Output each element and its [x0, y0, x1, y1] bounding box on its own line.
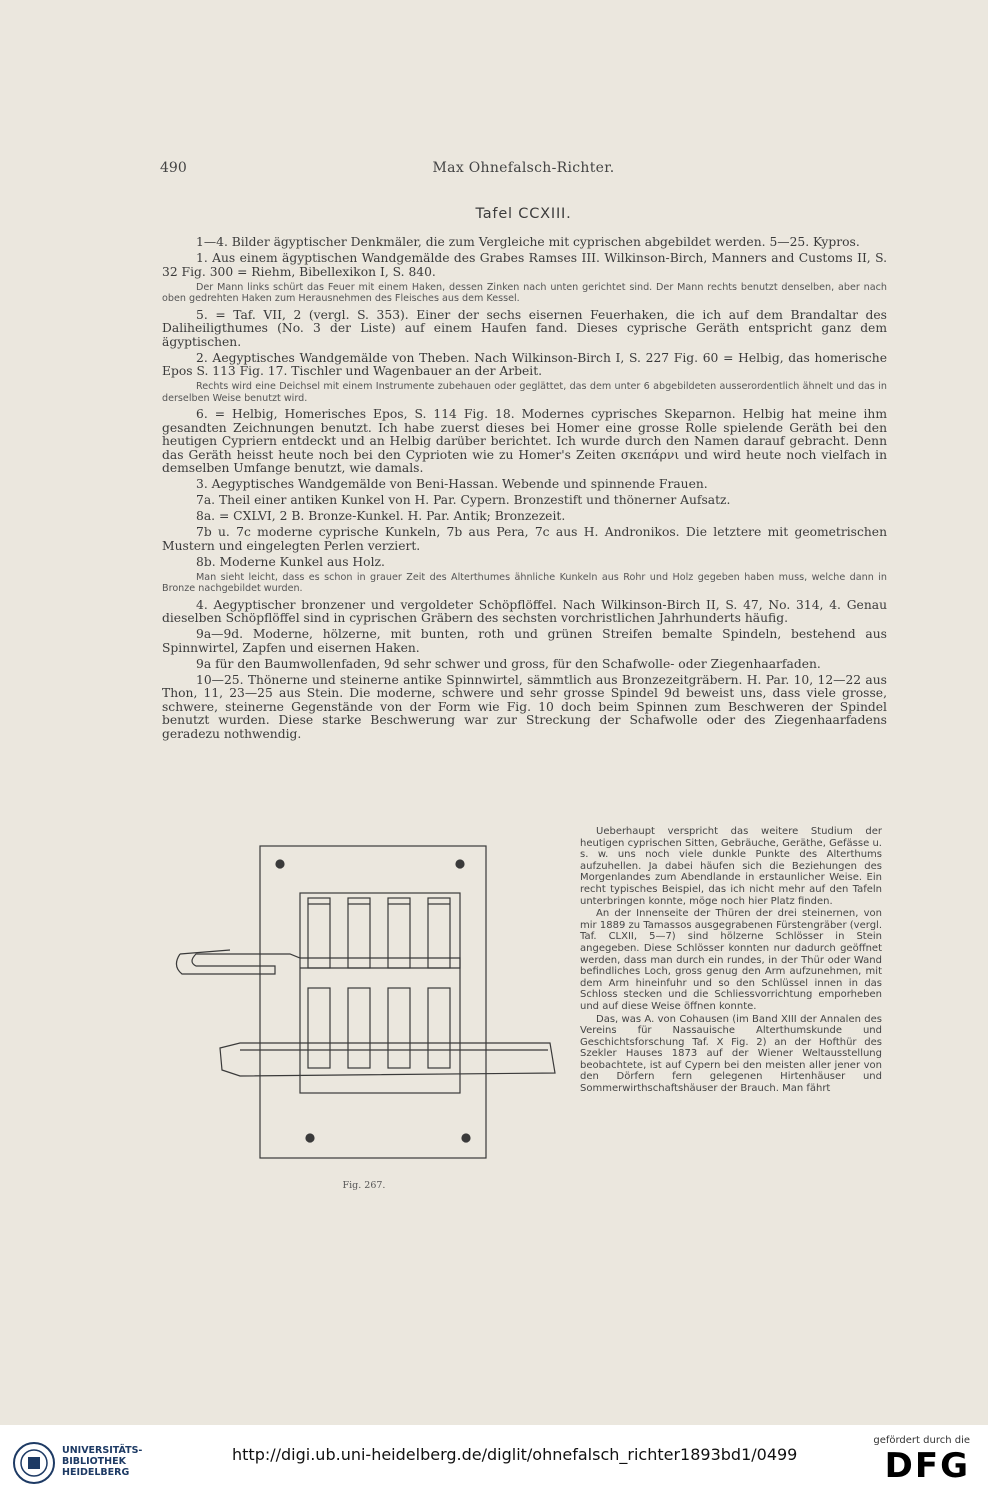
lock-housing	[300, 893, 460, 1093]
main-text	[162, 236, 887, 744]
entry-paragraph: 1—4. Bilder ägyptischer Denkmäler, die zum Vergleiche mit cyprischen abgebildet werden. 5—25. Kypros.	[196, 235, 860, 249]
key-shape	[176, 954, 460, 974]
screw-icon	[456, 860, 464, 868]
entry-paragraph: 5. = Taf. VII, 2 (vergl. S. 353). Einer der sechs eisernen Feuerhaken, die ich auf dem Brandaltar des Daliheiligthumes (No. 3 der Liste) auf einem Haufen fand. Dieses cyprische Geräth entspricht ganz dem ägyptischen.	[162, 307, 887, 349]
footer-bar	[0, 1425, 988, 1502]
library-name: UNIVERSITÄTS- BIBLIOTHEK HEIDELBERG	[62, 1445, 143, 1478]
plate-title: Tafel CCXIII.	[475, 206, 572, 222]
entry-paragraph: 2. Aegyptisches Wandgemälde von Theben. Nach Wilkinson-Birch I, S. 227 Fig. 60 = Helbig, das homerische Epos S. 113 Fig. 17. Tischler und Wagenbauer an der Arbeit.	[162, 350, 887, 378]
dfg-logo[interactable]	[860, 1435, 970, 1486]
figure-caption: Fig. 267.	[342, 1180, 386, 1191]
entry-paragraph: 3. Aegyptisches Wandgemälde von Beni-Hassan. Webende und spinnende Frauen.	[196, 477, 708, 491]
library-logo[interactable]	[12, 1441, 152, 1491]
screw-icon	[462, 1134, 470, 1142]
dfg-wordmark: DFG	[884, 1446, 970, 1486]
library-seal-icon	[12, 1441, 56, 1485]
entry-paragraph: 8b. Moderne Kunkel aus Holz.	[196, 554, 385, 569]
running-title: Max Ohnefalsch-Richter.	[432, 160, 615, 176]
note-paragraph: Man sieht leicht, dass es schon in grauer Zeit des Alterthumes ähnliche Kunkeln aus Rohr und Holz gegeben haben muss, welche dann in Bronze nachgebildet wurden.	[162, 571, 887, 594]
page-number: 490	[160, 160, 187, 176]
entry-paragraph: 7a. Theil einer antiken Kunkel von H. Par. Cypern. Bronzestift und thönerner Aufsatz.	[196, 493, 731, 507]
entry-paragraph: 1. Aus einem ägyptischen Wandgemälde des Grabes Ramses III. Wilkinson-Birch, Manners and Customs II, S. 32 Fig. 300 = Riehm, Bibellexikon I, S. 840.	[162, 251, 887, 279]
screw-icon	[276, 860, 284, 868]
entry-paragraph: 10—25. Thönerne und steinerne antike Spinnwirtel, sämmtlich aus Bronzezeitgräbern. H. Par. 10, 12—22 aus Thon, 11, 23—25 aus Stein. Die moderne, schwere und sehr grosse Spindel 9d beweist uns, dass viele grosse, schwere, steinerne Gegenstände von der Form wie Fig. 10 doch beim Spinnen zum Beschweren der Spindel benutzt wurden. Diese starke Beschwerung war zur Streckung der Schafwolle oder des Ziegenhaarfadens geradezu nothwendig.	[162, 672, 887, 741]
side-paragraph: Das, was A. von Cohausen (im Band XIII der Annalen des Vereins für Nassauische Alterthumskunde und Geschichtsforschung Taf. X Fig. 2) an der Hofthür des Szekler Hauses 1873 auf der Wiener Weltausstellung beobachtete, ist auf Cypern bei den meisten aller jener von den Dörfern fern gelegenen Hirtenhäuser und Sommerwirthschaftshäuser der Brauch. Man fährt	[580, 1013, 882, 1095]
side-column-text	[580, 826, 882, 1096]
screw-icon	[306, 1134, 314, 1142]
funded-by-label: gefördert durch die	[873, 1435, 970, 1446]
side-paragraph: An der Innenseite der Thüren der drei steinernen, von mir 1889 zu Tamassos ausgegrabenen Fürstengräber (vergl. Taf. CLXII, 5—7) sind hölzerne Schlösser in Stein angegeben. Diese Schlösser konnten nur dadurch geöffnet werden, dass man durch ein rundes, in der Thür oder Wand befindliches Loch, gross genug den Arm aufzunehmen, mit dem Arm hineinfuhr und so den Schlüssel innen in das Schloss stecken und die Schliessvorrichtung emporheben und auf diese Weise öffnen konnte.	[580, 908, 882, 1012]
permalink-url[interactable]: http://digi.ub.uni-heidelberg.de/diglit/ohnefalsch_richter1893bd1/0499	[232, 1445, 798, 1464]
entry-paragraph: 9a für den Baumwollenfaden, 9d sehr schwer und gross, für den Schafwolle- oder Ziegenhaarfaden.	[196, 656, 821, 671]
figure-wooden-lock	[170, 838, 558, 1173]
note-paragraph: Der Mann links schürt das Feuer mit einem Haken, dessen Zinken nach unten gerichtet sind. Der Mann rechts benutzt denselben, aber nach oben gedrehten Haken zum Herausnehmen des Fleisches aus dem Kessel.	[162, 281, 887, 304]
entry-paragraph: 4. Aegyptischer bronzener und vergoldeter Schöpflöffel. Nach Wilkinson-Birch II, S. 47, No. 314, 4. Genau dieselben Schöpflöffel sind in cyprischen Gräbern des sechsten vorchristlichen Jahrhunderts häufig.	[162, 597, 887, 625]
entry-paragraph: 8a. = CXLVI, 2 B. Bronze-Kunkel. H. Par. Antik; Bronzezeit.	[196, 509, 566, 523]
entry-paragraph: 6. = Helbig, Homerisches Epos, S. 114 Fig. 18. Modernes cyprisches Skeparnon. Helbig hat meine ihm gesandten Zeichnungen benutzt. Ich habe zuerst dieses bei Homer eine grosse Rolle spielende Geräth bei den heutigen Cypriern entdeckt und an Helbig darüber berichtet. Ich wurde durch den Namen darauf gebracht. Denn das Geräth heisst heute noch bei den Cyprioten wie zu Homer's Zeiten σκεπάρνι und wird heute noch vielfach in demselben Umfange benutzt, wie damals.	[162, 407, 887, 475]
entry-paragraph: 9a—9d. Moderne, hölzerne, mit bunten, roth und grünen Streifen bemalte Spindeln, bestehend aus Spinnwirtel, Zapfen und eisernen Haken.	[162, 627, 887, 655]
side-paragraph: Ueberhaupt verspricht das weitere Studium der heutigen cyprischen Sitten, Gebräuche, Geräthe, Gefässe u. s. w. uns noch viele dunkle Punkte des Alterthums aufzuhellen. Ja dabei häufen sich die Beziehungen des Morgenlandes zum Abendlande in erstaunlicher Weise. Ein recht typisches Beispiel, das ich nicht mehr auf den Tafeln unterbringen konnte, möge noch hier Platz finden.	[580, 826, 882, 907]
note-paragraph: Rechts wird eine Deichsel mit einem Instrumente zubehauen oder geglättet, das dem unter 6 abgebildeten ausserordentlich ähnelt und das in derselben Weise benutzt wird.	[162, 381, 887, 404]
entry-paragraph: 7b u. 7c moderne cyprische Kunkeln, 7b aus Pera, 7c aus H. Andronikos. Die letztere mit geometrischen Mustern und eingelegten Perlen verziert.	[162, 525, 887, 553]
